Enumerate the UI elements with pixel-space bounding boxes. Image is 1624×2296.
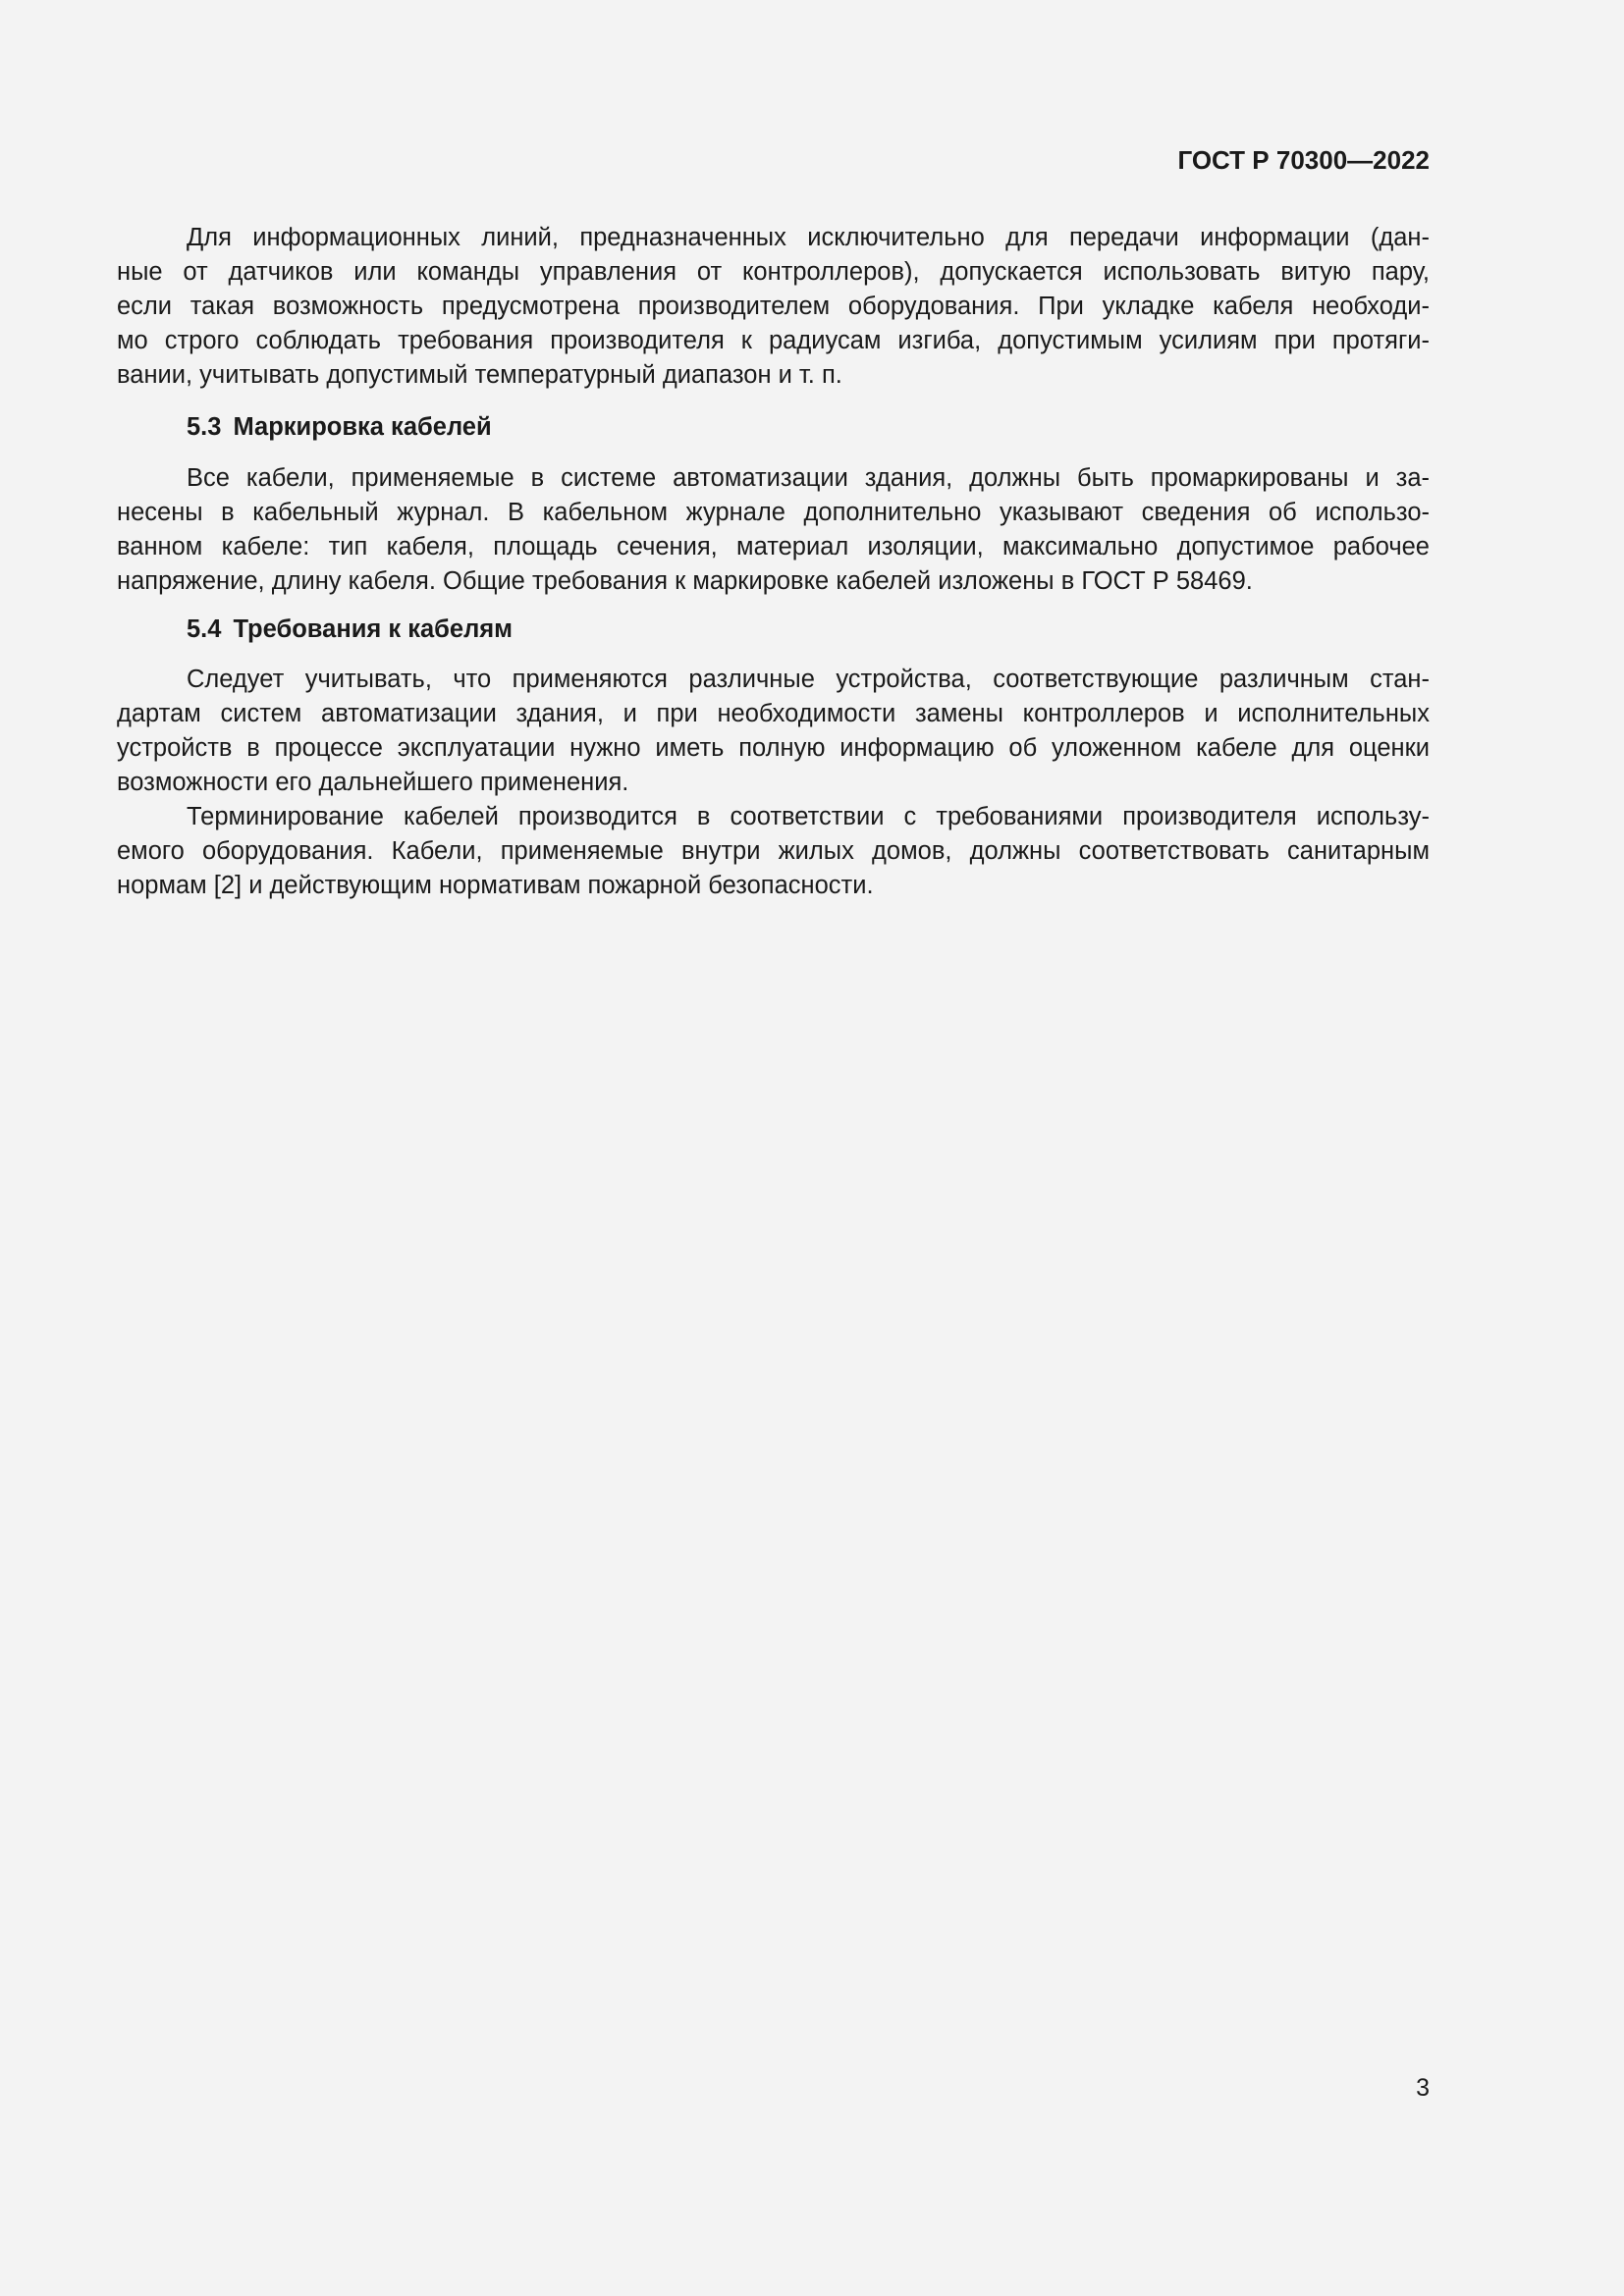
text-line: устройств в процессе эксплуатации нужно иметь полную информацию об уложенном кабеле для оценки [117,734,1430,762]
text-line: емого оборудования. Кабели, применяемые внутри жилых домов, должны соответствовать санитарным [117,837,1430,865]
text-line: несены в кабельный журнал. В кабельном журнале дополнительно указывают сведения об использо- [117,499,1430,526]
text-line: Следует учитывать, что применяются различные устройства, соответствующие различным стан- [187,666,1430,693]
text-line: если такая возможность предусмотрена производителем оборудования. При укладке кабеля необходи- [117,293,1430,320]
document-designation: ГОСТ Р 70300—2022 [1177,145,1430,175]
text-line: дартам систем автоматизации здания, и при необходимости замены контроллеров и исполнительных [117,700,1430,727]
text-line: Терминирование кабелей производится в соответствии с требованиями производителя использу- [187,803,1430,830]
text-line: нормам [2] и действующим нормативам пожарной безопасности. [117,872,874,899]
section-title: Требования к кабелям [233,615,514,643]
section-heading-5-4 [187,615,513,644]
paragraph-cable-requirements [117,663,1430,903]
section-title: Маркировка кабелей [233,413,492,441]
section-number: 5.4 [187,615,222,643]
text-line: Все кабели, применяемые в системе автоматизации здания, должны быть промаркированы и за- [187,464,1430,492]
paragraph-information-lines [117,221,1430,393]
text-line: вании, учитывать допустимый температурный диапазон и т. п. [117,361,842,389]
paragraph-cable-marking [117,461,1430,599]
page-number: 3 [1416,2074,1430,2102]
section-number: 5.3 [187,413,222,441]
text-line: мо строго соблюдать требования производителя к радиусам изгиба, допустимым усилиям при протяги- [117,327,1430,354]
text-line: ванном кабеле: тип кабеля, площадь сечения, материал изоляции, максимально допустимое рабочее [117,533,1430,561]
section-heading-5-3 [187,413,492,442]
text-line: возможности его дальнейшего применения. [117,769,629,796]
text-line: Для информационных линий, предназначенных исключительно для передачи информации (дан- [187,224,1430,251]
text-line: напряжение, длину кабеля. Общие требования к маркировке кабелей изложены в ГОСТ Р 58469. [117,567,1253,595]
text-line: ные от датчиков или команды управления от контроллеров), допускается использовать витую пару, [117,258,1430,286]
